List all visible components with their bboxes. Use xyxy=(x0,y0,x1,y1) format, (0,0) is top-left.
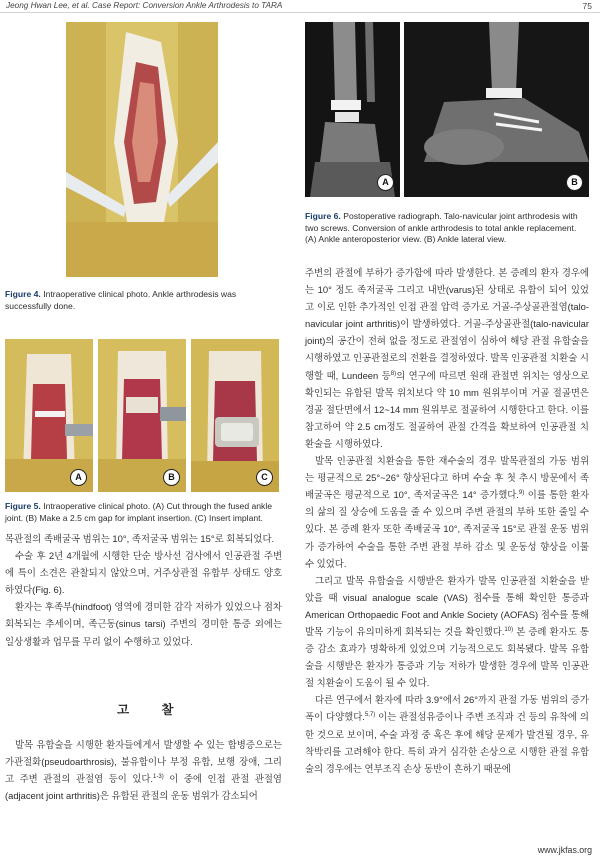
reference-marker: 8) xyxy=(390,370,397,377)
right-paragraph-1: 주변의 관절에 부하가 증가함에 따라 발생한다. 본 증례의 환자 경우에는 10° 정도 족저굴곡 그리고 내반(varus)된 상태로 유합이 되어 있었고 이로 인한 추가적인 인접 관절 압력 증가로 거골-주상골관절염(talo-navicular joint arthritis)이 발생하였다. 거골-주상골관절(talo-navicular joint)의 공간이 전혀 없을 정도로 관절염이 심하여 해당 관절 유합술을 시행하였고 인공관절로의 전환을 결정하였다. 발목 인공관절 치환술 시행할 때, Lundeen 등$^{8)}$의 연구에 따르면 원래 관절면 위치는 영상으로 확인되는 유합된 발목 위치보다 약 10 mm 원위부이며 거골 절골면은 경골 절단면에서 12~14 mm 원위부로 절골하여 시행한다고 한다. 이를 참고하여 약 2.5 cm정도 절골하여 관절 간격을 확보하여 인공관절 치환술을 시행하였다. xyxy=(305,267,589,449)
figure5-caption-text: Intraoperative clinical photo. (A) Cut through the fused ankle joint. (B) Make a 2.5 cm gap for implant insertion. (C) Insert implant. xyxy=(5,501,273,523)
figure5-panel-a-label: A xyxy=(70,469,87,486)
figure6-panel-a-label: A xyxy=(377,174,394,191)
figure5-photo-a xyxy=(5,339,93,492)
figure6-caption-text: Postoperative radiograph. Talo-navicular joint arthrodesis with two screws. Conversion of ankle arthrodesis to total ankle replacement. (A) Ankle anteroposterior view. (B) Ankle lateral view. xyxy=(305,211,578,245)
journal-url[interactable]: www.jkfas.org xyxy=(537,845,592,855)
reference-marker: 5,7) xyxy=(364,712,376,719)
right-column-text xyxy=(305,264,589,777)
left-paragraph-1: 목관절의 족배굴곡 범위는 10°, 족저굴곡 범위는 15°로 회복되었다. xyxy=(5,533,275,544)
figure4-label: Figure 4. xyxy=(5,289,41,299)
left-column-text-2 xyxy=(5,736,282,804)
right-paragraph-2: 발목 인공관절 치환술을 통한 재수술의 경우 발목관절의 가동 범위는 평균적으로 25°~26° 향상된다고 하며 수술 후 첫 추시 방문에서 족배굴곡은 평균적으로 10°, 족저굴곡은 14° 증가했다.$^{9)}$ 이를 통한 환자의 삶의 질 상승에 도움을 줄 수 있으며 주변 관절의 부하 또한 줄일 수 있다. 본 증례 환자 또한 족배굴곡 10°, 족저굴곡 15°로 관절 운동 범위가 증가하여 수술을 통한 주변 관절 부하 감소 및 운동성 향상을 이룰 수 있었다. xyxy=(305,455,590,569)
left-column-text xyxy=(5,530,282,650)
left-paragraph-2: 수술 후 2년 4개월에 시행한 단순 방사선 검사에서 인공관절 주변에 특이 소견은 관찰되지 않았으며, 거주상관절 유합부 상태도 양호하였다(Fig. 6). xyxy=(5,550,282,596)
right-paragraph-3: 그리고 발목 유합술을 시행받은 환자가 발목 인공관절 치환술을 받았을 때 visual analogue scale (VAS) 점수를 통해 확인한 통증과 American Orthopaedic Foot and Ankle Society (AOFAS) 점수를 통해 발목 기능이 유의미하게 회복되는 것을 확인했다.$^{10)}$ 본 증례 환자도 통증 감소 효과가 명확하게 있었으며 기능적으로도 회복됐다. 발목 유합술을 시행받은 환자가 통증과 기능 저하가 발생한 경우에 발목 인공관절 치환술이 도움이 될 수 있다. xyxy=(305,574,589,689)
figure5-label: Figure 5. xyxy=(5,501,41,511)
figure4-photo xyxy=(66,22,218,277)
figure4-caption-text: Intraoperative clinical photo. Ankle arthrodesis was successfully done. xyxy=(5,289,237,311)
section-heading-discussion: 고 찰 xyxy=(117,702,188,717)
figure5-photo-c xyxy=(191,339,279,492)
figure6-panel-b-label: B xyxy=(566,174,583,191)
figure6-caption xyxy=(305,211,590,246)
reference-marker: 9) xyxy=(518,490,525,497)
figure5-panel-c-label: C xyxy=(256,469,273,486)
page-number: 75 xyxy=(582,1,592,11)
right-paragraph-4: 다른 연구에서 환자에 따라 3.9°에서 26°까지 관절 가동 범위의 증가폭이 다양했다.$^{5,7)}$ 이는 관절섬유증이나 주변 조직과 건 등의 유착에 의한 것으로 보이며, 수술 과정 중 혹은 후에 해당 문제가 발견될 경우, 유착박리를 고려해야 한다. 특히 과거 심각한 손상으로 시행한 관절 유합술의 경우에는 연부조직 손상 동반이 흔하기 때문에 xyxy=(305,694,589,774)
figure5-panel-b-label: B xyxy=(163,469,180,486)
running-title: Jeong Hwan Lee, et al. Case Report: Conversion Ankle Arthrodesis to TARA xyxy=(6,1,283,10)
figure6-label: Figure 6. xyxy=(305,211,341,221)
reference-marker: 1-3) xyxy=(153,774,164,781)
figure5-photo-b xyxy=(98,339,186,492)
figure4-caption xyxy=(5,289,281,312)
left-paragraph-4: 발목 유합술을 시행한 환자들에게서 발생할 수 있는 합병증으로는 가관절화(pseudoarthrosis), 불유합이나 부정 유합, 보행 장애, 그리고 주변 관절의 관절염 등이 있다.$^{1-3)}$ 이 중에 인접 관절 관절염(adjacent joint arthritis)은 유합된 관절의 운동 범위가 감소되어 xyxy=(5,739,282,802)
figure6-radiograph-b xyxy=(404,22,589,197)
running-header xyxy=(0,0,600,13)
left-paragraph-3: 환자는 후족부(hindfoot) 영역에 경미한 감각 저하가 있었으나 점차 회복되는 추세이며, 족근동(sinus tarsi) 주변의 경미한 통증 외에는 일상생활과 업무를 무리 없이 수행하고 있었다. xyxy=(5,601,282,647)
reference-marker: 10) xyxy=(504,626,514,633)
figure5-caption xyxy=(5,501,285,524)
figure6-radiograph-a xyxy=(305,22,400,197)
